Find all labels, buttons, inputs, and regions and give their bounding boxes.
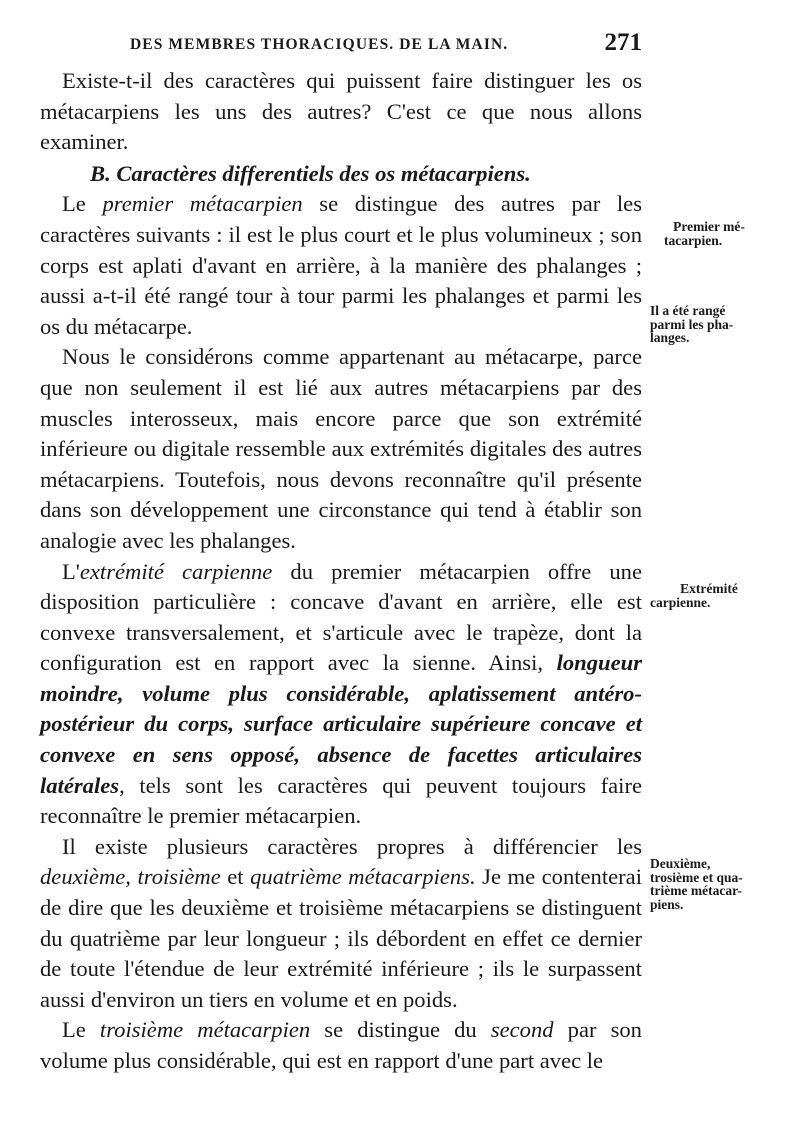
paragraph-troisieme-metacarpien: Le troisième métacarpien se distingue du second par son volume plus considérable, qui est en rapport d'une part avec le (40, 1017, 642, 1073)
paragraph-intro: Existe-t-il des caractères qui puissent faire distinguer les os métacarpiens les uns des autres? C'est ce que nous allons examiner. (40, 68, 642, 155)
margin-note-premier-metacarpien: Premier mé- tacarpien. (664, 219, 745, 248)
running-title: DES MEMBRES THORACIQUES. DE LA MAIN. (130, 36, 509, 53)
page-body (40, 66, 642, 1077)
page-number: 271 (604, 29, 642, 56)
paragraph-premier-metacarpien: Le premier métacarpien se distingue des autres par les caractères suivants : il est le plus court et le plus volumineux ; son corps est aplati d'avant en arrière, à la manière des phalanges ; aussi a-t-il été rangé tour à tour parmi les phalanges et parmi les os du métacarpe. (40, 191, 642, 339)
paragraph-deuxieme-troisieme-quatrieme: Il existe plusieurs caractères propres à différencier les deuxième, troisième et quatrième métacarpiens. Je me contenterai de dire que les deuxième et troisième métacarpiens se distinguent du quatrième par leur longueur ; ils débordent en effet ce dernier de toute l'étendue de leur extrémité inférieure ; ils le surpassent aussi d'environ un tiers en volume et en poids. (40, 833, 642, 1012)
margin-note-extremite-carpienne: Extrémité carpienne. (650, 581, 738, 610)
margin-note-deuxieme-troisieme-quatrieme: Deuxième, trosième et qua- trième métacar- piens. (650, 856, 743, 912)
margin-note-range-phalanges: Il a été rangé parmi les pha- langes. (650, 303, 734, 345)
paragraph-metacarpe: Nous le considérons comme appartenant au métacarpe, parce que non seulement il est lié aux autres métacarpiens par des muscles interosseux, mais encore parce que son extrémité inférieure ou digitale ressemble aux extrémités digitales des autres métacarpiens. Toutefois, nous devons reconnaître qu'il présente dans son développement une circonstance qui tend à établir son analogie avec les phalanges. (40, 344, 642, 553)
section-heading: B. Caractères differentiels des os métacarpiens. (90, 160, 531, 186)
paragraph-extremite-carpienne: L'extrémité carpienne du premier métacarpien offre une disposition particulière : concave d'avant en arrière, elle est convexe transversalement, et s'articule avec le trapèze, dont la configuration est en rapport avec la sienne. Ainsi, longueur moindre, volume plus considérable, aplatissement antéro-postérieur du corps, surface articulaire supérieure concave et convexe en sens opposé, absence de facettes articulaires latérales, tels sont les caractères qui peuvent toujours faire reconnaître le premier métacarpien. (40, 558, 643, 829)
running-header (96, 29, 642, 60)
